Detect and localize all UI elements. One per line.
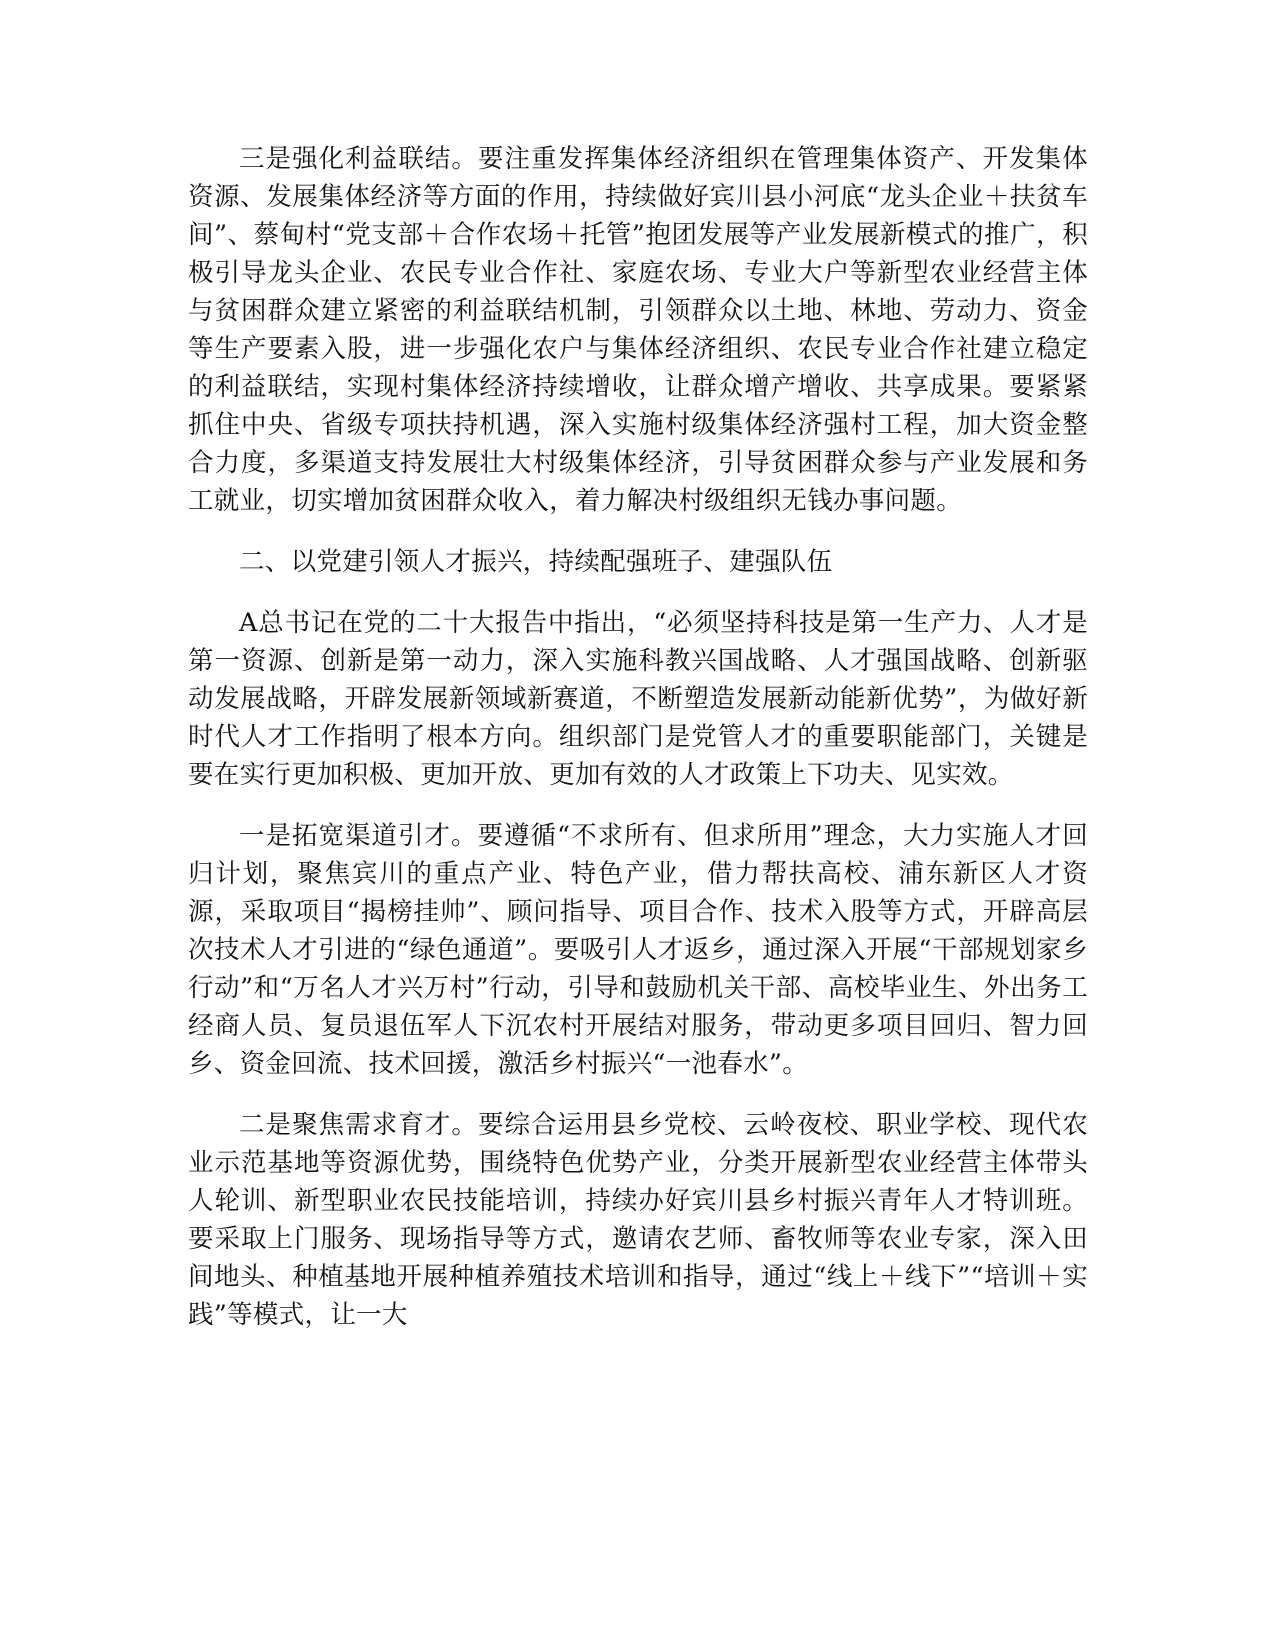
paragraph-benefit-linkage: 三是强化利益联结。要注重发挥集体经济组织在管理集体资产、开发集体资源、发展集体经济等方面的作用，持续做好宾川县小河底“龙头企业＋扶贫车间”、蔡甸村“党支部＋合作农场＋托管”抱团发展等产业发展新模式的推广，积极引导龙头企业、农民专业合作社、家庭农场、专业大户等新型农业经营主体与贫困群众建立紧密的利益联结机制，引领群众以土地、林地、劳动力、资金等生产要素入股，进一步强化农户与集体经济组织、农民专业合作社建立稳定的利益联结，实现村集体经济持续增收，让群众增产增收、共享成果。要紧紧抓住中央、省级专项扶持机遇，深入实施村级集体经济强村工程，加大资金整合力度，多渠道支持发展壮大村级集体经济，引导贫困群众参与产业发展和务工就业，切实增加贫困群众收入，着力解决村级组织无钱办事问题。 xyxy=(188,144,1088,516)
paragraph-talent-recruitment: 一是拓宽渠道引才。要遵循“不求所有、但求所用”理念，大力实施人才回归计划，聚焦宾川的重点产业、特色产业，借力帮扶高校、浦东新区人才资源，采取项目“揭榜挂帅”、顾问指导、项目合作、技术入股等方式，开辟高层次技术人才引进的“绿色通道”。要吸引人才返乡，通过深入开展“干部规划家乡行动”和“万名人才兴万村”行动，引导和鼓励机关干部、高校毕业生、外出务工经商人员、复员退伍军人下沉农村开展结对服务，带动更多项目回归、智力回乡、资金回流、技术回援，激活乡村振兴“一池春水”。 xyxy=(188,821,1088,1079)
section-heading-talent: 二、以党建引领人才振兴，持续配强班子、建强队伍 xyxy=(239,547,833,577)
paragraph-talent-training: 二是聚焦需求育才。要综合运用县乡党校、云岭夜校、职业学校、现代农业示范基地等资源优势，围绕特色优势产业，分类开展新型农业经营主体带头人轮训、新型职业农民技能培训，持续办好宾川县乡村振兴青年人才特训班。要采取上门服务、现场指导等方式，邀请农艺师、畜牧师等农业专家，深入田间地头、种植基地开展种植养殖技术培训和指导，通过“线上＋线下”“培训＋实践”等模式，让一大 xyxy=(188,1110,1088,1330)
body-text xyxy=(188,140,1088,1357)
paragraph-report-quote: A总书记在党的二十大报告中指出，“必须坚持科技是第一生产力、人才是第一资源、创新是第一动力，深入实施科教兴国战略、人才强国战略、创新驱动发展战略，开辟发展新领域新赛道，不断塑造发展新动能新优势”，为做好新时代人才工作指明了根本方向。组织部门是党管人才的重要职能部门，关键是要在实行更加积极、更加开放、更加有效的人才政策上下功夫、见实效。 xyxy=(188,608,1088,790)
